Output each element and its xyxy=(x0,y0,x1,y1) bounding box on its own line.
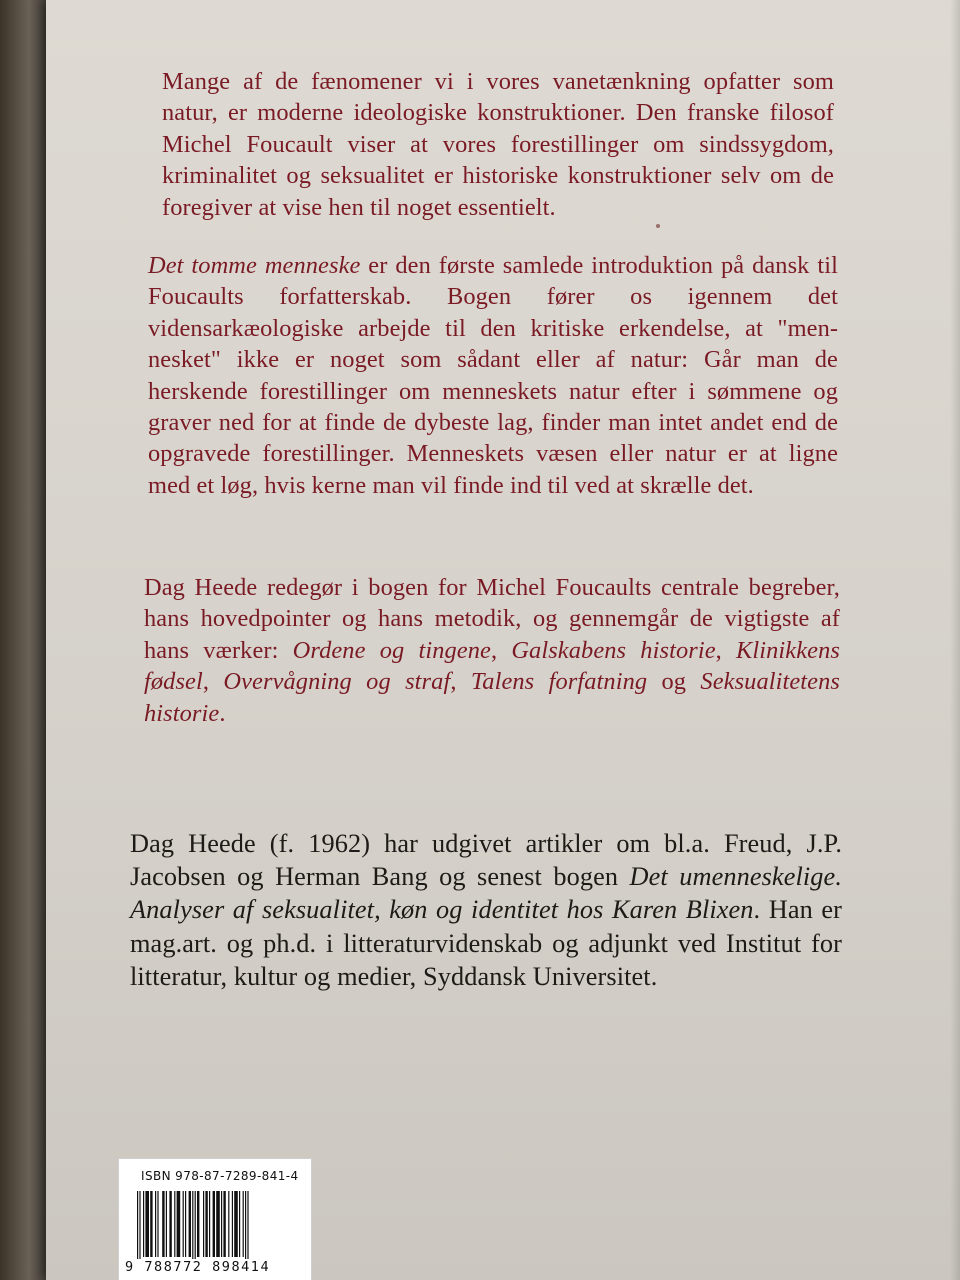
barcode-bar xyxy=(185,1191,186,1257)
author-book-title: Det umenneskelige. Analyser af seksualitet, køn og identitet hos Karen Blixen xyxy=(130,862,842,925)
printing-speck xyxy=(656,224,660,228)
barcode-bar xyxy=(150,1191,152,1257)
barcode-bar xyxy=(228,1191,229,1257)
separator: , xyxy=(490,636,512,664)
separator: , xyxy=(202,668,224,696)
blurb-paragraph-3-intro: Dag Heede redegør i bogen for Michel Foucaults centrale begreber, hans hovedpointer og hans metodik, og gennemgår de vigtigste af hans værker: xyxy=(144,574,840,664)
separator: , xyxy=(450,668,471,696)
barcode-bar xyxy=(145,1191,149,1257)
barcode-bar xyxy=(205,1191,207,1257)
blurb-paragraph-3 xyxy=(144,572,840,729)
blurb-paragraph-2-text: er den første samlede introduktion på dansk til Foucaults forfatterskab. Bogen fører os igennem det vidensarkæologiske arbejde til den kritiske erkendelse, at "mennesket" ikke er noget som sådant eller af natur: Går man de herskende forestillinger om menneskets natur efter i sømmene og graver ned for at finde de dybeste lag, finder man intet andet end de opgravede forestillinger. Menneskets væsen eller natur er at ligne med et løg, hvis kerne man vil finde ind til ved at skrælle det. xyxy=(148,252,838,499)
barcode-bar xyxy=(234,1191,238,1257)
barcode-bar xyxy=(155,1191,156,1257)
barcode-bar xyxy=(166,1191,167,1257)
barcode-bar xyxy=(213,1191,215,1257)
barcode-bar xyxy=(239,1191,240,1257)
barcode-bar xyxy=(216,1191,220,1257)
separator: og xyxy=(647,668,701,696)
isbn-barcode-label xyxy=(118,1158,312,1280)
work-title: Talens forfatning xyxy=(470,668,648,696)
barcode-bar xyxy=(203,1191,204,1257)
barcode-bar xyxy=(223,1191,225,1257)
barcode-bar xyxy=(197,1191,199,1257)
blurb-paragraph-1-text: Mange af de fænomener vi i vores vanetænkning opfatter som natur, er moderne ideologiske konstruktioner. Den franske filosof Michel Foucault viser at vores forestillinger om sindssygdom, kriminalitet og seksualitet er historiske konstruktioner selv om de foregiver at vise hen til noget essentielt. xyxy=(162,68,834,221)
sentence-end: . xyxy=(219,699,226,727)
barcode-bar xyxy=(162,1191,164,1257)
work-title: Galskabens historie xyxy=(511,636,716,664)
work-title: Klinikkens fødsel xyxy=(144,636,840,696)
work-title: Overvågning og straf xyxy=(223,668,451,696)
work-title: Seksualitetens historie xyxy=(144,668,840,727)
blurb-paragraph-1 xyxy=(162,66,834,223)
barcode-bar xyxy=(209,1191,210,1257)
isbn-number: ISBN 978-87-7289-841-4 xyxy=(141,1169,299,1183)
barcode-digits: 9 788772 898414 xyxy=(125,1259,271,1275)
author-bio-text-2: . Han er mag.art. og ph.d. i litteraturvidenskab og adjunkt ved Institut for litteratur, kultur og medier, Syddansk Universitet. xyxy=(130,895,842,991)
barcode-bar xyxy=(243,1191,244,1257)
barcode-bar xyxy=(221,1191,222,1257)
cover-edge-shadow xyxy=(950,0,960,1280)
barcode-bar xyxy=(177,1191,181,1257)
barcode-bar xyxy=(189,1191,191,1257)
barcode-bar xyxy=(157,1191,158,1257)
barcode-bar xyxy=(143,1191,144,1257)
author-bio-text-1: Dag Heede (f. 1962) har udgivet artikler om bl.a. Freud, J.P. Jacobsen og Herman Bang og senest bogen xyxy=(130,829,842,892)
barcode-bar xyxy=(169,1191,171,1257)
author-bio xyxy=(130,827,842,993)
barcode-bar xyxy=(232,1191,233,1257)
blurb-paragraph-2 xyxy=(148,250,838,501)
book-title: Det tomme menneske xyxy=(148,252,361,279)
barcode-bar xyxy=(174,1191,175,1257)
barcode-bar xyxy=(183,1191,184,1257)
work-title: Ordene og tingene xyxy=(292,636,491,664)
separator: , xyxy=(715,636,737,664)
